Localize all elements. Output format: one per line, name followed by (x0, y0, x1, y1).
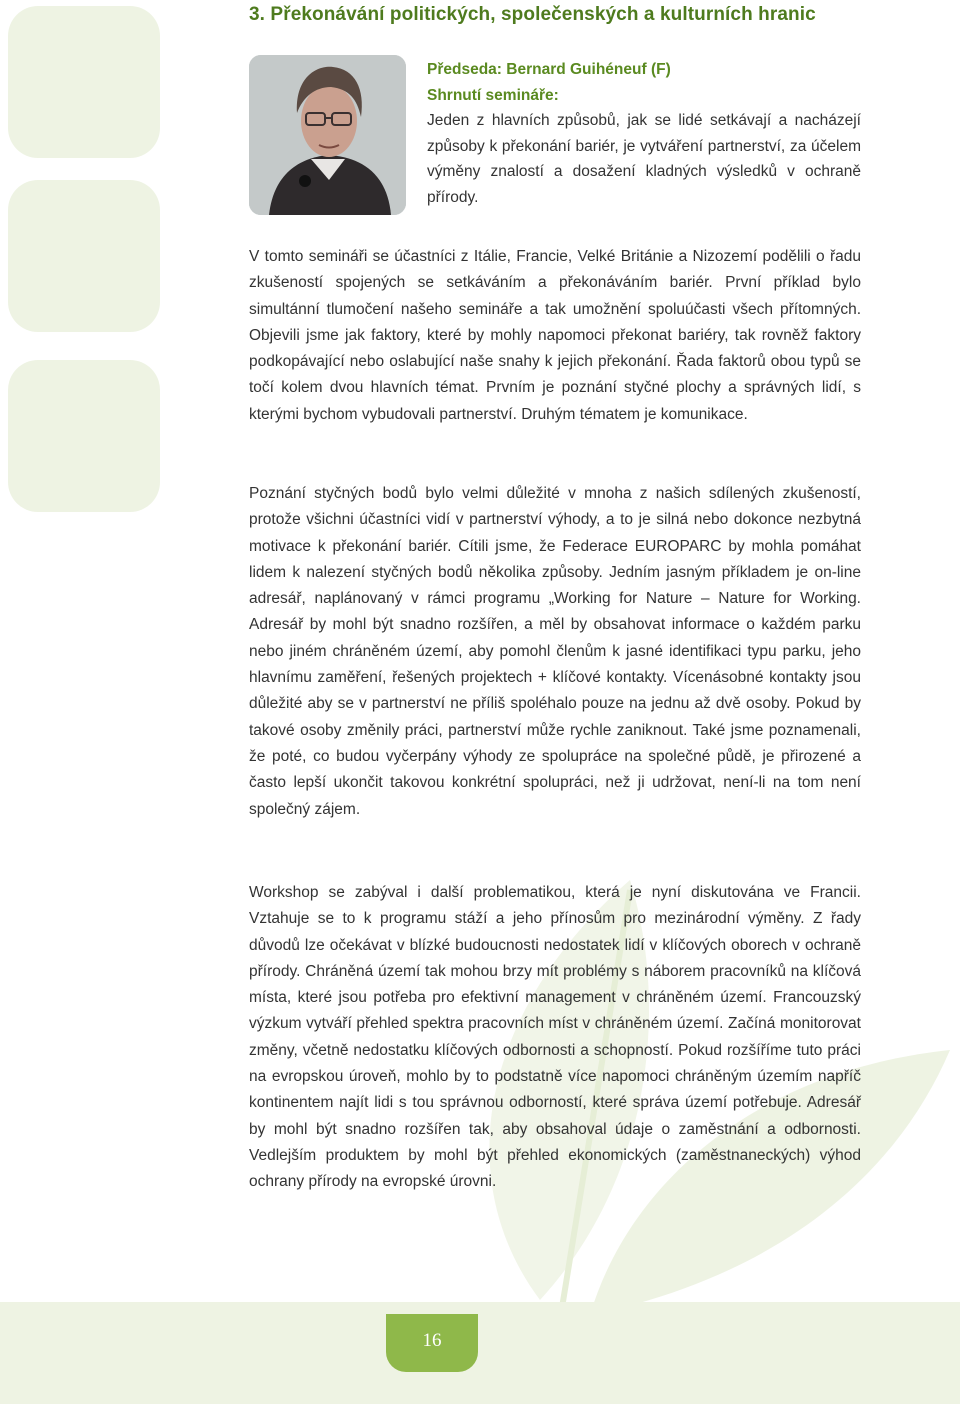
chair-line: Předseda: Bernard Guihéneuf (F) (427, 61, 671, 78)
page-number: 16 (422, 1330, 442, 1351)
decor-tile (8, 6, 160, 158)
left-decoration (0, 0, 170, 1404)
decor-tile (8, 180, 160, 332)
speaker-photo (249, 55, 406, 215)
seminar-header (427, 57, 861, 211)
paragraph: Workshop se zabýval i další problematikou, která je nyní diskutována ve Francii. Vztahuje se to k programu stáží a jeho přínosům pro mezinárodní výměny. Z řady důvodů lze očekávat v blízké budoucnosti nedostatek lidí v klíčových oborech v ochraně přírody. Chráněná území tak mohou brzy mít problémy s náborem pracovníků na klíčová místa, které jsou potřeba pro efektivní management v chráněném území. Francouzský výzkum vytváří přehled spektra pracovních míst v chráněném území. Začíná monitorovat změny, včetně nedostatku klíčových odbornosti a schopností. Pokud rozšíříme tuto práci na evropskou úroveň, mohlo by to podstatně více napomoci chráněným územím napříč kontinentem najít lidi s tou správnou odborností, které správa území potřebuje. Adresář by mohl být snadno rozšířen tak, aby obsahoval údaje o zaměstnání a odbornosti. Vedlejším produktem by mohl být přehled ekonomických (zaměstnaneckých) výhod ochrany přírody na evropské úrovni. (249, 884, 861, 1191)
footer-band (0, 1302, 960, 1404)
decor-tile (8, 360, 160, 512)
summary-label: Shrnutí semináře: (427, 86, 559, 104)
page-title: 3. Překonávání politických, společenských a kulturních hranic (249, 4, 816, 25)
summary-text: Jeden z hlavních způsobů, jak se lidé setkávají a nacházejí způsoby k překonání bariér, je vytváření partnerství, za účelem výměny znalostí a dosažení kladných výsledků v ochraně přírody. (427, 112, 861, 206)
paragraph: V tomto semináři se účastníci z Itálie, Francie, Velké Británie a Nizozemí podělili o řadu zkušeností spojených se setkáváním a překonáváním bariér. První příklad bylo simultánní tlumočení našeho semináře a tak umožnění spoluúčasti všech přítomných. Objevili jsme jak faktory, které by mohly napomoci překonat bariéry, tak rovněž faktory podkopávající nebo oslabující naše snahy k jejich překonání. Řada faktorů obou typů se točí kolem dvou hlavních témat. Prvním je poznání styčné plochy a správných lidí, s kterými bychom vybudovali partnerství. Druhým tématem je komunikace. (249, 248, 861, 423)
paragraph: Poznání styčných bodů bylo velmi důležité v mnoha z našich sdílených zkušeností, protože všichni účastníci vidí v partnerství výhody, a to je silná nebo dokonce nezbytná motivace k překonání bariér. Cítili jsme, že Federace EUROPARC by mohla pomáhat lidem k nalezení styčných bodů několika způsoby. Jedním jasným příkladem je on-line adresář, naplánovaný v rámci programu „Working for Nature – Nature for Working. Adresář by mohl být snadno rozšířen, a měl by obsahovat informace o každém parku nebo jiném chráněném území, aby pomohl členům k jasné identifikaci typu parku, jeho hlavnímu zaměření, řešených projektech + klíčové kontakty. Vícenásobné kontakty jsou důležité aby se v partnerství ne příliš spoléhalo pouze na jednu až dvě osoby. Pokud by takové osoby změnily práci, partnerství může rychle zaniknout. Také jsme poznamenali, že poté, co budou vyčerpány výhody ze spolupráce na společné půdě, je přirozené a často lepší ukončit takovou konkrétní spolupráci, než ji udržovat, není-li na tom není společný zájem. (249, 485, 861, 818)
